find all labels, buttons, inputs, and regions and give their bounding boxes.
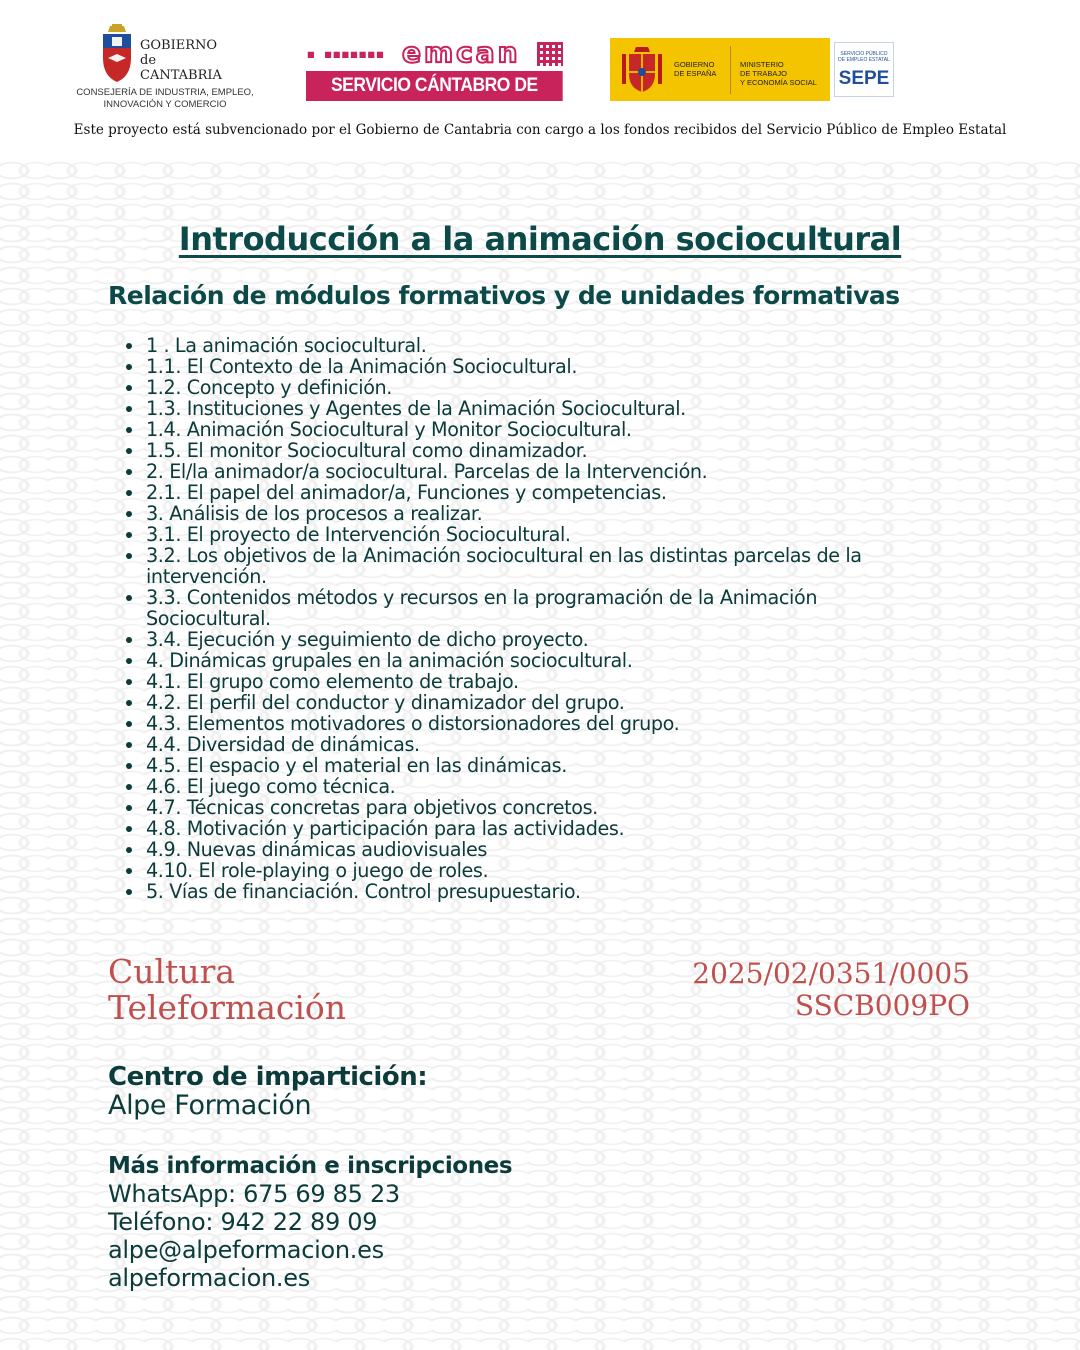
sepe-wordmark: SEPE: [838, 68, 890, 89]
module-item: 4.2. El perfil del conductor y dinamizador del grupo.: [146, 692, 946, 713]
cantabria-text: [140, 38, 222, 83]
module-item: 3.1. El proyecto de Intervención Sociocultural.: [146, 524, 946, 545]
module-item: 3. Análisis de los procesos a realizar.: [146, 503, 946, 524]
module-item: 4.10. El role-playing o juego de roles.: [146, 860, 946, 881]
spain-coat-of-arms-icon: [620, 44, 664, 94]
module-item: 3.3. Contenidos métodos y recursos en la programación de la Animación Sociocultural.: [146, 587, 946, 629]
website-link[interactable]: alpeformacion.es: [108, 1264, 310, 1292]
module-item: 4.9. Nuevas dinámicas audiovisuales: [146, 839, 946, 860]
module-item: 3.4. Ejecución y seguimiento de dicho proyecto.: [146, 629, 946, 650]
sepe-logo: [834, 42, 894, 97]
cantabria-line-1: GOBIERNO: [140, 38, 218, 53]
emcan-dots-icon: ▪ ▪▪▪▪▪▪▪: [306, 44, 384, 63]
ministerio-text: [740, 60, 817, 87]
subsidy-note: Este proyecto está subvencionado por el Gobierno de Cantabria con cargo a los fondos recibidos del Servicio Público de Empleo Estatal: [73, 122, 1007, 138]
course-code: SSCB009PO: [794, 989, 970, 1022]
module-item: 1.2. Concepto y definición.: [146, 377, 946, 398]
consejeria-line-1: CONSEJERÍA DE INDUSTRIA, EMPLEO,: [76, 87, 254, 98]
cantabria-crest-icon: [100, 24, 134, 84]
gob-left-line-1: GOBIERNO: [674, 60, 715, 69]
modules-subtitle: Relación de módulos formativos y de unidades formativas: [108, 281, 900, 310]
module-item: 4. Dinámicas grupales en la animación sociocultural.: [146, 650, 946, 671]
gob-right-line-1: MINISTERIO: [740, 60, 784, 69]
course-codes-block: [692, 958, 970, 1022]
emcan-top: [306, 36, 563, 69]
cantabria-line-3: CANTABRIA: [140, 68, 222, 83]
course-title: Introducción a la animación sociocultural: [178, 220, 902, 258]
consejeria-text: [70, 87, 260, 111]
contact-block: [108, 1180, 400, 1292]
module-item: 4.8. Motivación y participación para las actividades.: [146, 818, 946, 839]
email-link[interactable]: alpe@alpeformacion.es: [108, 1236, 384, 1264]
module-item: 4.6. El juego como técnica.: [146, 776, 946, 797]
consejeria-line-2: INNOVACIÓN Y COMERCIO: [103, 99, 227, 110]
sepe-small-line-2: DE EMPLEO ESTATAL: [838, 57, 890, 63]
module-item: 4.4. Diversidad de dinámicas.: [146, 734, 946, 755]
module-item: 1.3. Instituciones y Agentes de la Animación Sociocultural.: [146, 398, 946, 419]
center-name: Alpe Formación: [108, 1090, 312, 1121]
gob-right-line-2: DE TRABAJO: [740, 69, 787, 78]
emcan-logo: [306, 36, 563, 126]
course-category: Cultura: [108, 952, 236, 991]
sepe-small-line-1: SERVICIO PÚBLICO: [840, 51, 888, 57]
module-item: 3.2. Los objetivos de la Animación sociocultural en las distintas parcelas de la intervención.: [146, 545, 946, 587]
module-item: 1.4. Animación Sociocultural y Monitor Sociocultural.: [146, 419, 946, 440]
module-item: 5. Vías de financiación. Control presupuestario.: [146, 881, 946, 902]
gob-left-line-2: DE ESPAÑA: [674, 69, 717, 78]
gobierno-cantabria-logo: [70, 20, 260, 112]
module-item: 1.5. El monitor Sociocultural como dinamizador.: [146, 440, 946, 461]
emcan-bar: SERVICIO CÁNTABRO DE EMPLEO: [306, 71, 563, 101]
course-category-block: [108, 954, 346, 1026]
module-item: 1.1. El Contexto de la Animación Sociocultural.: [146, 356, 946, 377]
module-item: 2. El/la animador/a sociocultural. Parcelas de la Intervención.: [146, 461, 946, 482]
module-item: 4.1. El grupo como elemento de trabajo.: [146, 671, 946, 692]
phone-contact[interactable]: Teléfono: 942 22 89 09: [108, 1208, 378, 1236]
sepe-small-text: [835, 51, 893, 63]
module-item: 4.3. Elementos motivadores o distorsionadores del grupo.: [146, 713, 946, 734]
course-modality: Teleformación: [108, 988, 347, 1027]
emcan-wordmark: emcan: [402, 36, 521, 69]
gob-divider: [730, 46, 731, 94]
whatsapp-contact[interactable]: WhatsApp: 675 69 85 23: [108, 1180, 400, 1208]
info-label: Más información e inscripciones: [108, 1153, 513, 1179]
course-expediente: 2025/02/0351/0005: [692, 957, 970, 990]
module-item: 4.7. Técnicas concretas para objetivos concretos.: [146, 797, 946, 818]
center-label: Centro de impartición:: [108, 1062, 428, 1092]
gobierno-espana-logo: [610, 38, 830, 101]
cantabria-line-2: de: [140, 53, 157, 68]
emcan-grid-icon: [537, 42, 563, 66]
gob-right-line-3: Y ECONOMÍA SOCIAL: [740, 78, 817, 87]
header: [0, 0, 1080, 160]
module-item: 1 . La animación sociocultural.: [146, 335, 946, 356]
module-item: 2.1. El papel del animador/a, Funciones y competencias.: [146, 482, 946, 503]
module-list: [146, 335, 946, 902]
gobierno-espana-text: [674, 60, 716, 78]
module-item: 4.5. El espacio y el material en las dinámicas.: [146, 755, 946, 776]
